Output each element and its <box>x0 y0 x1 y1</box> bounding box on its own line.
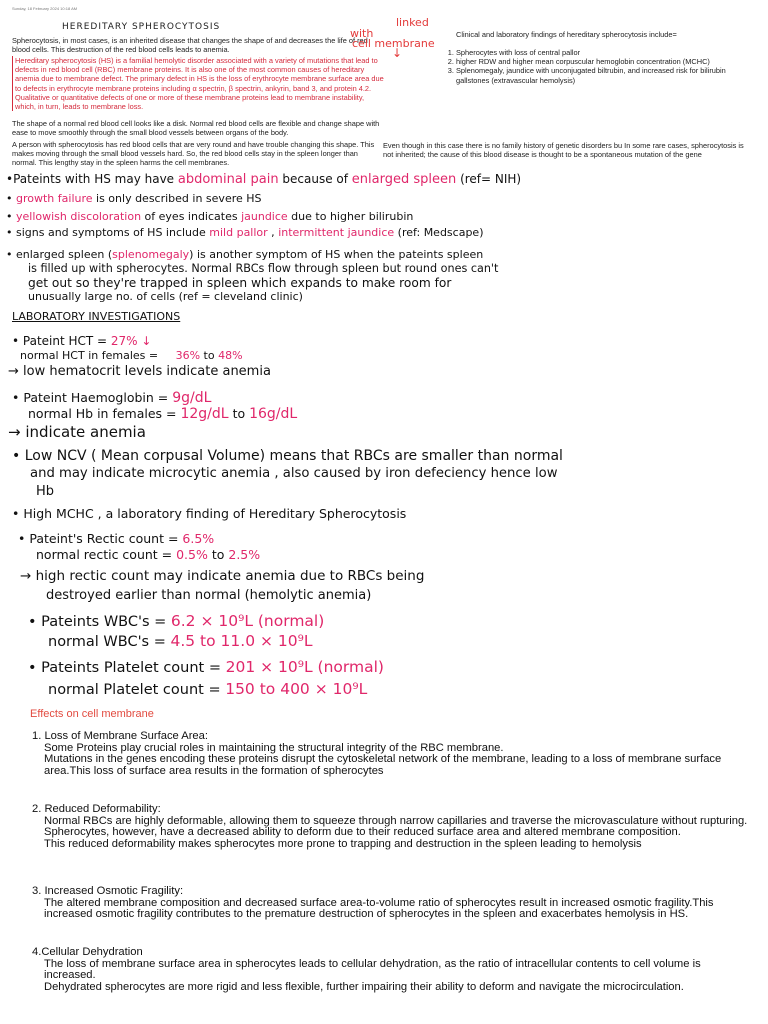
value-normal-wbc: 4.5 to 11.0 × 10⁹L <box>170 632 313 650</box>
splenomegaly-line-3: get out so they're trapped in spleen which expands to make room for <box>28 276 452 290</box>
hs-definition-paragraph: Hereditary spherocytosis (HS) is a familial hemolytic disorder associated with a variety of mutations that lead to defects in red blood cell (RBC) membrane proteins. It is also one of the most common causes of hereditary anemia due to membrane defect. The primary defect in HS is the loss of erythrocyte membrane surface area due to defects in erythrocyte membrane proteins including α spectrin, β spectrin, ankyrin, band 3, and protein 4.2. Qualitative or quantitative defects of one or more of these membrane proteins lead to membrane instability, which, in turn, leads to membrane loss. <box>12 56 385 111</box>
text: • <box>6 192 16 205</box>
value-normal-retic-low: 0.5% <box>176 547 208 562</box>
text: • Pateint's Rectic count = <box>18 531 183 546</box>
text: due to higher bilirubin <box>287 210 414 223</box>
text: because of <box>278 172 352 186</box>
page-title: HEREDITARY SPHEROCYTOSIS <box>62 22 221 32</box>
text: normal rectic count = <box>36 547 177 562</box>
effect-body: This reduced deformability makes spherocytes more prone to trapping and destruction in the spleen leading to hemolysis <box>44 837 642 850</box>
highlight-enlarged-spleen: enlarged spleen <box>351 172 457 187</box>
note-date: Sunday, 18 February 2024 10:18 AM <box>12 6 78 11</box>
text: normal Hb in females = <box>28 406 181 421</box>
value-normal-hb-high: 16g/dL <box>249 406 298 422</box>
text: normal Platelet count = <box>48 682 226 698</box>
annotation-arrow: ↓ <box>392 46 403 60</box>
symptom-line-abdominal-pain <box>6 172 521 187</box>
text: normal WBC's = <box>48 634 171 650</box>
effect-body: Normal RBCs are highly deformable, allowing them to squeeze through narrow capillaries and traverse the microvasculature without rupturing. <box>44 814 748 827</box>
hb-interpretation: → indicate anemia <box>8 423 146 441</box>
patient-platelet <box>28 658 384 676</box>
effect-heading: 3. Increased Osmotic Fragility: <box>32 885 184 897</box>
findings-heading: Clinical and laboratory findings of hereditary spherocytosis include= <box>456 30 677 39</box>
value-patient-wbc: 6.2 × 10⁹L (normal) <box>170 612 325 630</box>
annotation-with: with <box>350 27 374 40</box>
findings-item: 1. Spherocytes with loss of central pallor <box>456 48 756 57</box>
text: • enlarged spleen ( <box>6 248 113 261</box>
findings-list <box>440 48 756 85</box>
mcv-line-2: and may indicate microcytic anemia , also caused by iron defeciency hence low <box>30 466 558 481</box>
symptom-line-growth-failure <box>6 192 262 205</box>
effect-section-1 <box>32 731 752 777</box>
effect-section-2 <box>32 804 752 850</box>
normal-hb <box>28 406 297 422</box>
normal-wbc <box>48 632 312 650</box>
mcv-line-3: Hb <box>36 484 55 499</box>
effect-body: The altered membrane composition and decreased surface area-to-volume ratio of spherocytes result in increased osmotic fragility.This increased osmotic fragility contributes to the premature destruction of spherocytes in the spleen and exacerbates hemolysis in HS. <box>44 896 714 921</box>
effect-section-3 <box>32 886 752 921</box>
down-arrow-icon: ↓ <box>137 334 152 348</box>
normal-platelet <box>48 680 367 698</box>
symptom-line-splenomegaly <box>6 248 483 261</box>
text: , <box>267 226 279 239</box>
value-normal-platelet: 150 to 400 × 10⁹L <box>225 680 368 698</box>
findings-item: 2. higher RDW and higher mean corpuscular hemoglobin concentration (MCHC) <box>456 57 756 66</box>
highlight-splenomegaly: splenomegaly <box>112 248 190 261</box>
splenomegaly-line-4: unusually large no. of cells (ref = cleveland clinic) <box>28 290 303 303</box>
normal-hct <box>20 349 243 362</box>
value-patient-retic: 6.5% <box>182 531 215 546</box>
text: to <box>228 406 250 421</box>
value-patient-hb: 9g/dL <box>172 390 212 406</box>
text: ) is another symptom of HS when the pateints spleen <box>189 248 484 261</box>
retic-interpretation-1: → high rectic count may indicate anemia due to RBCs being <box>20 568 425 584</box>
effect-body: The loss of membrane surface area in spherocytes leads to cellular dehydration, as the ratio of intracellular contents to cell volume is increased. <box>44 957 701 982</box>
effect-section-4 <box>32 947 752 993</box>
effect-body: Mutations in the genes encoding these proteins disrupt the cytoskeletal network of the membrane, leading to a loss of membrane surface area.This loss of surface area results in the formation of spherocytes <box>44 753 722 777</box>
hct-interpretation: → low hematocrit levels indicate anemia <box>8 364 271 379</box>
effect-body: Some Proteins play crucial roles in maintaining the structural integrity of the RBC membrane. <box>44 741 504 754</box>
symptom-line-signs <box>6 226 484 239</box>
value-normal-retic-high: 2.5% <box>228 547 261 562</box>
patient-retic <box>18 531 214 546</box>
mchc-line: • High MCHC , a laboratory finding of Hereditary Spherocytosis <box>12 506 407 521</box>
annotation-cell-membrane: cell membrane <box>352 37 435 50</box>
highlight-jaundice: jaundice <box>241 210 288 223</box>
text: is only described in severe HS <box>92 192 262 205</box>
effect-body: Dehydrated spherocytes are more rigid and less flexible, further impairing their ability to deform and navigate the microcirculation. <box>44 980 684 993</box>
symptom-line-jaundice <box>6 210 413 223</box>
findings-item: 3. Splenomegaly, jaundice with unconjugated biltrubin, and increased risk for bilirubin gallstones (extravascular hemolysis) <box>456 66 756 84</box>
value-normal-hb-low: 12g/dL <box>180 406 229 422</box>
patient-hb <box>12 390 211 406</box>
value-normal-hct-low: 36% <box>175 349 201 362</box>
highlight-mild-pallor: mild pallor <box>209 226 268 239</box>
text: •Pateints with HS may have <box>6 172 178 186</box>
text: normal HCT in females = <box>20 349 162 362</box>
text: • Pateint Haemoglobin = <box>12 390 173 405</box>
value-patient-hct: 27% <box>110 334 138 348</box>
text: • Pateint HCT = <box>12 334 111 348</box>
text: (ref= NIH) <box>456 172 522 186</box>
effect-body: Spherocytes, however, have a decreased ability to deform due to their reduced surface area and altered membrane composition. <box>44 826 681 839</box>
highlight-intermittent-jaundice: intermittent jaundice <box>278 226 395 239</box>
text: (ref: Medscape) <box>394 226 484 239</box>
text: • Pateints Platelet count = <box>28 660 226 676</box>
patient-wbc <box>28 612 324 630</box>
mcv-line-1: • Low NCV ( Mean corpusal Volume) means that RBCs are smaller than normal <box>12 448 563 464</box>
highlight-yellowish-discoloration: yellowish discoloration <box>16 210 142 223</box>
effect-heading: 1. Loss of Membrane Surface Area: <box>32 730 208 742</box>
patient-hct <box>12 334 151 348</box>
text: to <box>200 349 219 362</box>
lab-investigations-heading: LABORATORY INVESTIGATIONS <box>12 310 181 323</box>
annotation-linked: linked <box>396 16 429 29</box>
normal-retic <box>36 547 260 562</box>
value-normal-hct-high: 48% <box>218 349 243 362</box>
text: • signs and symptoms of HS include <box>6 226 210 239</box>
splenomegaly-line-2: is filled up with spherocytes. Normal RBCs flow through spleen but round ones can't <box>28 262 499 275</box>
spleen-paragraph: A person with spherocytosis has red blood cells that are very round and have trouble changing this shape. This makes moving through the small blood vessels hard. So, the red blood cells stay in the spleen longer than normal. This lengthy stay in the spleen harms the cell membranes. <box>12 140 375 168</box>
shape-paragraph: The shape of a normal red blood cell looks like a disk. Normal red blood cells are flexible and change shape with ease to move smoothly through the small blood vessels between organs of the body. <box>12 119 380 138</box>
inheritance-note: Even though in this case there is no family history of genetic disorders bu In some rare cases, spherocytosis is not inherited; the cause of this blood disease is thought to be a spontaneous mutation of the gene <box>383 141 744 160</box>
effect-heading: 2. Reduced Deformability: <box>32 803 161 815</box>
retic-interpretation-2: destroyed earlier than normal (hemolytic anemia) <box>46 588 372 603</box>
effects-heading: Effects on cell membrane <box>30 708 154 720</box>
value-patient-platelet: 201 × 10⁹L (normal) <box>225 658 384 676</box>
text: • <box>6 210 16 223</box>
text: to <box>207 547 229 562</box>
text: of eyes indicates <box>141 210 242 223</box>
highlight-abdominal-pain: abdominal pain <box>177 172 279 187</box>
text: • Pateints WBC's = <box>28 614 171 630</box>
effect-heading: 4.Cellular Dehydration <box>32 946 143 958</box>
highlight-growth-failure: growth failure <box>16 192 93 205</box>
intro-paragraph: Spherocytosis, in most cases, is an inherited disease that changes the shape of and decreases the life of red blood cells. This destruction of the red blood cells leads to anemia. <box>12 36 368 55</box>
